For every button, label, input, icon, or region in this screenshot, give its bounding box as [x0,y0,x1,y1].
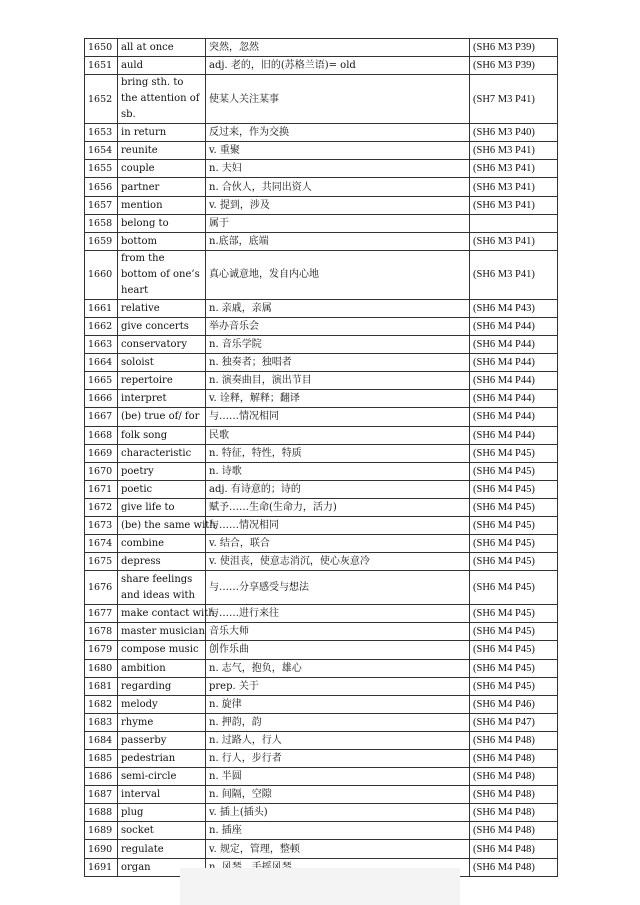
entry-word: compose music [118,641,206,659]
entry-word: melody [118,695,206,713]
entry-source: (SH6 M4 P44) [470,408,558,426]
entry-number: 1691 [85,858,118,876]
entry-meaning: n. 合伙人，共同出资人 [206,178,470,196]
entry-word: poetry [118,462,206,480]
entry-meaning: n. 亲戚，亲属 [206,299,470,317]
table-row [85,75,558,124]
entry-word: all at once [118,39,206,57]
entry-word: rhyme [118,713,206,731]
entry-number: 1684 [85,731,118,749]
entry-word: regulate [118,840,206,858]
table-row [85,713,558,731]
entry-meaning: n. 旋律 [206,695,470,713]
entry-source: (SH6 M4 P45) [470,462,558,480]
entry-number: 1651 [85,57,118,75]
table-row [85,553,558,571]
entry-number: 1661 [85,299,118,317]
entry-number: 1672 [85,498,118,516]
entry-source: (SH6 M4 P44) [470,372,558,390]
entry-meaning: 与……分享感受与想法 [206,571,470,605]
entry-word: depress [118,553,206,571]
table-row [85,372,558,390]
entry-source: (SH6 M3 P39) [470,57,558,75]
entry-source: (SH6 M3 P41) [470,160,558,178]
entry-word: socket [118,822,206,840]
entry-number: 1654 [85,142,118,160]
table-row [85,571,558,605]
table-row [85,641,558,659]
entry-word: bring sth. to the attention of sb. [118,75,206,124]
entry-number: 1673 [85,516,118,534]
entry-number: 1689 [85,822,118,840]
entry-source: (SH6 M4 P44) [470,426,558,444]
entry-word: reunite [118,142,206,160]
entry-meaning: 使某人关注某事 [206,75,470,124]
entry-number: 1685 [85,750,118,768]
entry-word: interpret [118,390,206,408]
entry-number: 1686 [85,768,118,786]
table-row [85,408,558,426]
entry-meaning: prep. 关于 [206,677,470,695]
table-row [85,57,558,75]
entry-number: 1690 [85,840,118,858]
entry-number: 1687 [85,786,118,804]
entry-meaning: v. 结合，联合 [206,535,470,553]
entry-number: 1667 [85,408,118,426]
table-row [85,124,558,142]
table-row [85,317,558,335]
entry-number: 1660 [85,250,118,299]
entry-meaning: v. 重聚 [206,142,470,160]
entry-number: 1675 [85,553,118,571]
table-row [85,426,558,444]
entry-number: 1665 [85,372,118,390]
table-row [85,178,558,196]
entry-meaning: v. 提到，涉及 [206,196,470,214]
entry-source: (SH6 M4 P43) [470,299,558,317]
entry-number: 1676 [85,571,118,605]
entry-word: ambition [118,659,206,677]
entry-source: (SH6 M3 P39) [470,39,558,57]
entry-meaning: v. 规定，管理，整顿 [206,840,470,858]
table-row [85,462,558,480]
entry-source: (SH6 M4 P45) [470,571,558,605]
table-row [85,731,558,749]
entry-number: 1659 [85,232,118,250]
entry-word: relative [118,299,206,317]
entry-source: (SH6 M4 P48) [470,768,558,786]
entry-word: partner [118,178,206,196]
entry-number: 1680 [85,659,118,677]
entry-word: auld [118,57,206,75]
entry-meaning: 属于 [206,214,470,232]
entry-meaning: n. 行人，步行者 [206,750,470,768]
entry-word: semi-circle [118,768,206,786]
entry-source: (SH6 M3 P41) [470,250,558,299]
entry-meaning: v. 诠释，解释；翻译 [206,390,470,408]
entry-source: (SH6 M4 P45) [470,516,558,534]
entry-number: 1668 [85,426,118,444]
entry-source: (SH6 M3 P41) [470,196,558,214]
entry-word: belong to [118,214,206,232]
entry-number: 1666 [85,390,118,408]
vocabulary-table [84,38,558,877]
entry-number: 1652 [85,75,118,124]
table-row [85,516,558,534]
entry-number: 1656 [85,178,118,196]
entry-source: (SH6 M4 P44) [470,390,558,408]
table-row [85,336,558,354]
entry-source: (SH6 M4 P46) [470,695,558,713]
table-row [85,142,558,160]
table-row [85,39,558,57]
table-row [85,677,558,695]
entry-meaning: 与……情况相同 [206,516,470,534]
table-row [85,390,558,408]
entry-meaning: adj. 有诗意的；诗的 [206,480,470,498]
table-row [85,196,558,214]
entry-word: couple [118,160,206,178]
entry-source: (SH6 M4 P45) [470,605,558,623]
entry-meaning: n. 独奏者；独唱者 [206,354,470,372]
entry-word: repertoire [118,372,206,390]
entry-number: 1655 [85,160,118,178]
entry-word: characteristic [118,444,206,462]
entry-word: (be) true of/ for [118,408,206,426]
entry-word: interval [118,786,206,804]
vocabulary-table-body [85,39,558,877]
page-bottom-shadow [180,868,460,905]
entry-number: 1650 [85,39,118,57]
entry-source: (SH6 M4 P45) [470,641,558,659]
entry-number: 1682 [85,695,118,713]
entry-number: 1688 [85,804,118,822]
entry-word: regarding [118,677,206,695]
entry-number: 1670 [85,462,118,480]
entry-number: 1657 [85,196,118,214]
entry-number: 1678 [85,623,118,641]
entry-word: (be) the same with [118,516,206,534]
entry-source [470,214,558,232]
entry-word: passerby [118,731,206,749]
entry-source: (SH6 M4 P48) [470,731,558,749]
entry-source: (SH6 M4 P45) [470,535,558,553]
entry-source: (SH6 M4 P48) [470,840,558,858]
entry-word: combine [118,535,206,553]
entry-meaning: n. 押韵，韵 [206,713,470,731]
table-row [85,822,558,840]
entry-meaning: 与……进行来往 [206,605,470,623]
entry-meaning: n. 夫妇 [206,160,470,178]
entry-meaning: n.底部，底端 [206,232,470,250]
entry-word: make contact with [118,605,206,623]
entry-word: organ [118,858,206,876]
entry-source: (SH6 M4 P47) [470,713,558,731]
entry-source: (SH7 M3 P41) [470,75,558,124]
entry-word: in return [118,124,206,142]
entry-number: 1663 [85,336,118,354]
entry-source: (SH6 M3 P41) [470,178,558,196]
entry-meaning: adj. 老的，旧的(苏格兰语)= old [206,57,470,75]
entry-meaning: v. 插上(插头) [206,804,470,822]
table-row [85,695,558,713]
table-row [85,750,558,768]
entry-meaning: n. 半圆 [206,768,470,786]
entry-meaning: n. 诗歌 [206,462,470,480]
table-row [85,786,558,804]
entry-word: mention [118,196,206,214]
entry-meaning: n. 过路人，行人 [206,731,470,749]
table-row [85,768,558,786]
entry-meaning: 与……情况相同 [206,408,470,426]
entry-word: plug [118,804,206,822]
entry-source: (SH6 M4 P48) [470,822,558,840]
entry-number: 1664 [85,354,118,372]
entry-word: poetic [118,480,206,498]
entry-source: (SH6 M4 P45) [470,659,558,677]
entry-meaning: n. 音乐学院 [206,336,470,354]
entry-word: give concerts [118,317,206,335]
entry-meaning: n. 演奏曲目，演出节目 [206,372,470,390]
table-row [85,659,558,677]
entry-number: 1677 [85,605,118,623]
entry-meaning: n. 特征，特性，特质 [206,444,470,462]
table-row [85,354,558,372]
table-row [85,535,558,553]
entry-number: 1671 [85,480,118,498]
entry-source: (SH6 M4 P44) [470,317,558,335]
entry-meaning: 突然，忽然 [206,39,470,57]
entry-meaning: n. 插座 [206,822,470,840]
entry-meaning: 创作乐曲 [206,641,470,659]
entry-meaning: 赋予……生命(生命力，活力) [206,498,470,516]
entry-number: 1681 [85,677,118,695]
entry-source: (SH6 M4 P45) [470,498,558,516]
entry-word: soloist [118,354,206,372]
entry-word: from the bottom of one’s heart [118,250,206,299]
entry-source: (SH6 M3 P41) [470,232,558,250]
entry-meaning: 音乐大师 [206,623,470,641]
entry-number: 1662 [85,317,118,335]
table-row [85,160,558,178]
table-row [85,804,558,822]
entry-meaning: 民歌 [206,426,470,444]
entry-source: (SH6 M4 P44) [470,336,558,354]
entry-number: 1683 [85,713,118,731]
entry-meaning: n. 间隔，空隙 [206,786,470,804]
entry-source: (SH6 M4 P48) [470,858,558,876]
entry-word: give life to [118,498,206,516]
entry-source: (SH6 M4 P48) [470,786,558,804]
table-row [85,444,558,462]
entry-word: master musician [118,623,206,641]
entry-source: (SH6 M3 P41) [470,142,558,160]
entry-meaning: 反过来，作为交换 [206,124,470,142]
table-row [85,214,558,232]
entry-source: (SH6 M4 P48) [470,804,558,822]
entry-source: (SH6 M4 P45) [470,480,558,498]
entry-word: pedestrian [118,750,206,768]
entry-meaning: n. 志气，抱负，雄心 [206,659,470,677]
entry-number: 1679 [85,641,118,659]
entry-word: folk song [118,426,206,444]
entry-word: share feelings and ideas with [118,571,206,605]
entry-word: conservatory [118,336,206,354]
entry-source: (SH6 M4 P44) [470,354,558,372]
entry-word: bottom [118,232,206,250]
table-row [85,840,558,858]
entry-source: (SH6 M4 P45) [470,623,558,641]
entry-number: 1669 [85,444,118,462]
table-row [85,605,558,623]
table-row [85,480,558,498]
entry-meaning: 举办音乐会 [206,317,470,335]
entry-source: (SH6 M4 P45) [470,677,558,695]
entry-number: 1674 [85,535,118,553]
table-row [85,623,558,641]
entry-source: (SH6 M4 P48) [470,750,558,768]
entry-number: 1653 [85,124,118,142]
table-row [85,250,558,299]
table-row [85,498,558,516]
entry-source: (SH6 M4 P45) [470,444,558,462]
entry-meaning: v. 使沮丧，使意志消沉，使心灰意冷 [206,553,470,571]
table-row [85,299,558,317]
entry-number: 1658 [85,214,118,232]
entry-source: (SH6 M4 P45) [470,553,558,571]
table-row [85,232,558,250]
entry-meaning: 真心诚意地，发自内心地 [206,250,470,299]
entry-source: (SH6 M3 P40) [470,124,558,142]
